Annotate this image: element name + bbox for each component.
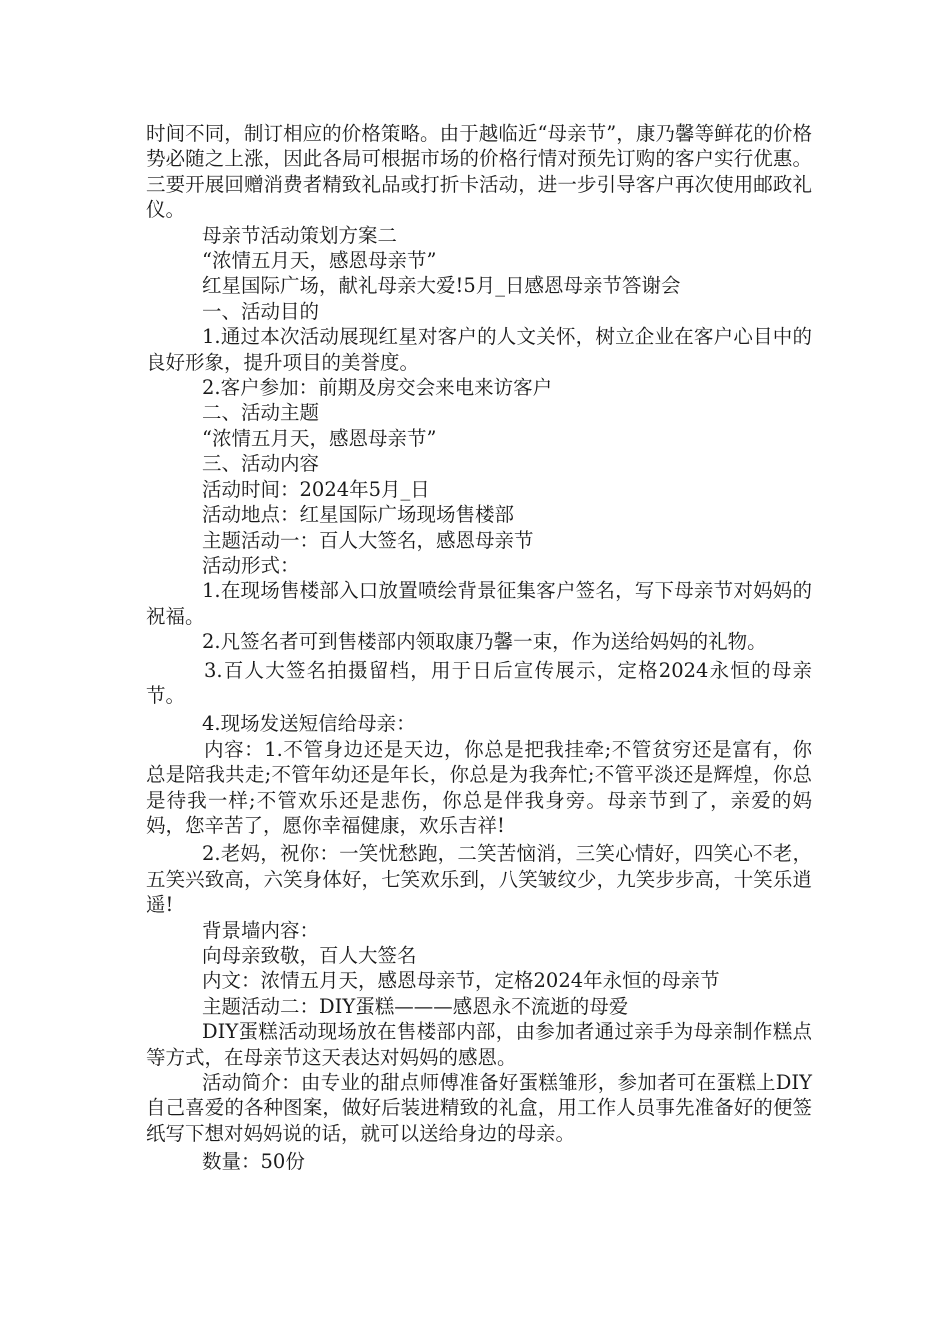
format-item-2: 2.凡签名者可到售楼部内领取康乃馨一束，作为送给妈妈的礼物。: [202, 630, 767, 654]
theme-activity-one: 主题活动一：百人大签名，感恩母亲节: [202, 528, 534, 552]
theme-slogan: “浓情五月天，感恩母亲节”: [202, 426, 437, 450]
heading-activity-content: 三、活动内容: [202, 452, 320, 476]
section-title-plan-two: 母亲节活动策划方案二: [202, 223, 398, 247]
event-headline: 红星国际广场，献礼母亲大爱!5月_日感恩母亲节答谢会: [202, 274, 681, 298]
paragraph-pricing-strategy: 时间不同，制订相应的价格策略。由于越临近“母亲节”，康乃馨等鲜花的价格势必随之上涨，因此各局可根据市场的价格行情对预先订购的客户实行优惠。三要开展回赠消费者精致礼品或打折卡活动，进一步引导客户再次使用邮政礼仪。: [146, 122, 812, 222]
background-wall-text: 内文：浓情五月天，感恩母亲节，定格2024年永恒的母亲节: [202, 969, 720, 993]
purpose-item-2: 2.客户参加：前期及房交会来电来访客户: [202, 376, 553, 400]
format-item-1: 1.在现场售楼部入口放置喷绘背景征集客户签名，写下母亲节对妈妈的祝福。: [146, 579, 812, 628]
activity-introduction: 活动简介：由专业的甜点师傅准备好蛋糕雏形，参加者可在蛋糕上DIY自己喜爱的各种图案，做好后装进精致的礼盒，用工作人员事先准备好的便签纸写下想对妈妈说的话，就可以送给身边的母亲。: [146, 1071, 812, 1145]
activity-location: 活动地点：红星国际广场现场售楼部: [202, 503, 515, 527]
heading-activity-purpose: 一、活动目的: [202, 299, 320, 323]
sms-content-1: 内容：1.不管身边还是天边，你总是把我挂牵;不管贫穷还是富有，你总是陪我共走;不管年幼还是年长，你总是为我奔忙;不管平淡还是辉煌，你总是待我一样;不管欢乐还是悲伤，你总是伴我身旁。母亲节到了，亲爱的妈妈，您辛苦了，愿你幸福健康，欢乐吉祥!: [146, 737, 812, 837]
document-body: [146, 121, 812, 1175]
event-slogan: “浓情五月天，感恩母亲节”: [202, 249, 437, 273]
diy-cake-description: DIY蛋糕活动现场放在售楼部内部，由参加者通过亲手为母亲制作糕点等方式，在母亲节这天表达对妈妈的感恩。: [146, 1020, 812, 1069]
format-item-4: 4.现场发送短信给母亲：: [202, 712, 416, 736]
sms-content-2: 2.老妈，祝你：一笑忧愁跑，二笑苦恼消，三笑心情好，四笑心不老，五笑兴致高，六笑身体好，七笑欢乐到，八笑皱纹少，九笑步步高，十笑乐逍遥!: [146, 842, 812, 917]
activity-time: 活动时间：2024年5月_日: [202, 477, 430, 501]
background-wall-label: 背景墙内容：: [202, 918, 320, 942]
quantity: 数量：50份: [202, 1150, 305, 1174]
heading-activity-theme: 二、活动主题: [202, 401, 320, 425]
activity-format-label: 活动形式：: [202, 553, 300, 577]
theme-activity-two: 主题活动二：DIY蛋糕———感恩永不流逝的母爱: [202, 994, 629, 1018]
format-item-3: 3.百人大签名拍摄留档，用于日后宣传展示，定格2024永恒的母亲节。: [146, 658, 812, 707]
background-wall-title: 向母亲致敬，百人大签名: [202, 944, 417, 967]
purpose-item-1: 1.通过本次活动展现红星对客户的人文关怀，树立企业在客户心目中的良好形象，提升项目的美誉度。: [146, 325, 812, 374]
